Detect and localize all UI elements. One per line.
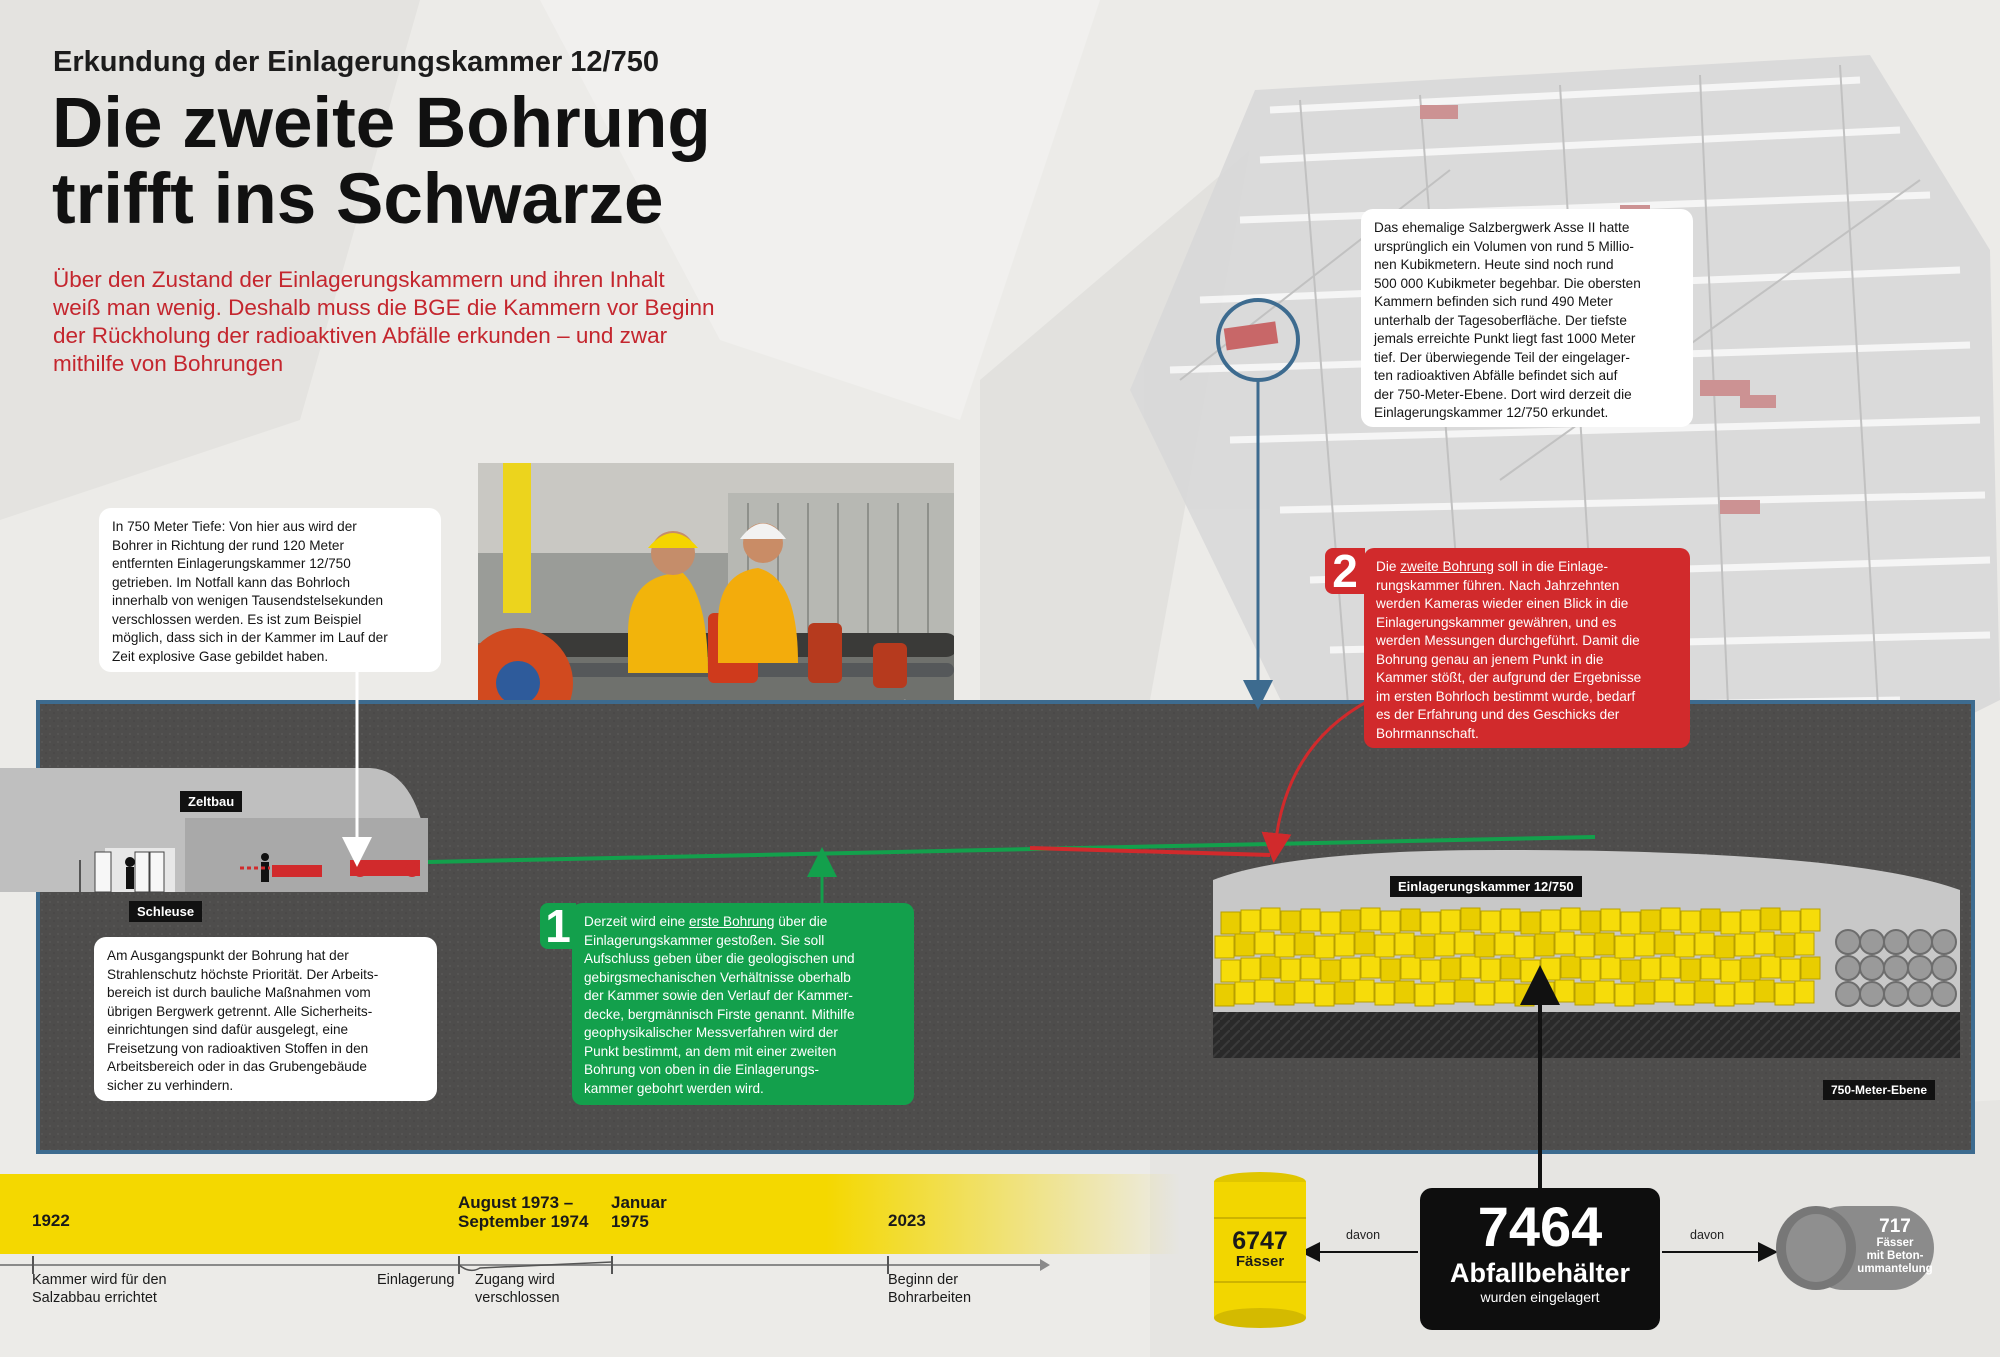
note-line: Einlagerungskammer 12/750 erkundet. xyxy=(1374,405,1609,420)
intro-line: weiß man wenig. Deshalb muss die BGE die Kammern vor Beginn xyxy=(53,295,715,320)
note-line: tief. Der überwiegende Teil der eingelager- xyxy=(1374,349,1630,365)
note-radiation xyxy=(94,937,437,1101)
note-line: Einlagerungskammer gestoßen. Sie soll xyxy=(584,932,825,948)
first-bore-link: erste Bohrung xyxy=(689,914,775,929)
timeline-text-2023 xyxy=(888,1271,971,1307)
timeline-year-2023: 2023 xyxy=(888,1211,926,1230)
text: Zugang wird xyxy=(475,1272,555,1288)
total-number: 7464 xyxy=(1477,1195,1603,1258)
note-line: nen Kubikmetern. Heute sind noch rund xyxy=(1374,257,1614,272)
drum-count xyxy=(1212,1228,1308,1270)
title-line-1: Die zweite Bohrung xyxy=(52,84,711,163)
davon-left: davon xyxy=(1346,1228,1381,1242)
note-line: Am Ausgangspunkt der Bohrung hat der xyxy=(107,948,349,963)
timeline-year-1975 xyxy=(611,1193,667,1231)
label-schleuse: Schleuse xyxy=(129,901,202,922)
concrete-count xyxy=(1836,1217,1954,1276)
note-line: einrichtungen sind dafür ausgelegt, eine xyxy=(107,1022,349,1037)
step1-first-line xyxy=(584,913,901,932)
note-line: Bohrung von oben in die Einlagerungs- xyxy=(584,1062,820,1077)
note-line: geophysikalischer Messverfahren wird der xyxy=(584,1025,838,1040)
concrete-number: 717 xyxy=(1879,1216,1911,1237)
label-level: 750-Meter-Ebene xyxy=(1823,1080,1935,1100)
note-asse xyxy=(1361,209,1693,427)
timeline-text-1973: Einlagerung xyxy=(377,1272,455,1288)
intro-line: der Rückholung der radioaktiven Abfälle erkunden – und zwar xyxy=(53,323,668,348)
note-line: Das ehemalige Salzbergwerk Asse II hatte xyxy=(1374,220,1630,235)
text: Derzeit wird eine xyxy=(584,914,690,929)
text: Salzabbau errichtet xyxy=(32,1290,157,1306)
note-line: Bohrung genau an jenem Punkt in die xyxy=(1376,651,1604,667)
note-line: Bohrer in Richtung der rund 120 Meter xyxy=(112,537,344,553)
second-bore-link: zweite Bohrung xyxy=(1400,559,1494,574)
davon-right: davon xyxy=(1690,1228,1725,1242)
note-line: Bohrmannschaft. xyxy=(1376,725,1479,741)
note-line: 500 000 Kubikmeter begehbar. Die obersten xyxy=(1374,275,1641,291)
page-kicker: Erkundung der Einlagerungskammer 12/750 xyxy=(53,46,659,78)
text: verschlossen xyxy=(475,1290,560,1306)
drum-number: 6747 xyxy=(1232,1227,1288,1255)
note-line: kammer gebohrt werden wird. xyxy=(584,1080,764,1096)
note-line: verschlossen werden. Es ist zum Beispiel xyxy=(112,611,362,627)
note-line: Einlagerungskammer gewähren, und es xyxy=(1376,614,1617,630)
text: 1975 xyxy=(611,1212,649,1231)
text: September 1974 xyxy=(458,1212,589,1231)
timeline-text-1975 xyxy=(475,1271,560,1307)
note-line: entfernten Einlagerungskammer 12/750 xyxy=(112,556,351,571)
text: Bohrarbeiten xyxy=(888,1290,972,1306)
note-line: Kammern befinden sich rund 490 Meter xyxy=(1374,294,1613,309)
timeline-band xyxy=(0,1174,1180,1254)
total-label: Abfallbehälter xyxy=(1449,1258,1631,1288)
text: über die xyxy=(774,914,828,929)
note-line: rungskammer führen. Nach Jahrzehnten xyxy=(1376,577,1620,593)
note-line: der 750-Meter-Ebene. Dort wird derzeit die xyxy=(1374,386,1632,402)
total-containers-box xyxy=(1420,1188,1660,1330)
note-line: In 750 Meter Tiefe: Von hier aus wird der xyxy=(112,519,357,534)
note-line: im ersten Bohrloch bestimmt wurde, bedarf xyxy=(1376,688,1636,704)
note-line: ursprünglich ein Volumen von rund 5 Millio- xyxy=(1374,238,1634,254)
label-zeltbau: Zeltbau xyxy=(180,791,242,812)
intro-line: mithilfe von Bohrungen xyxy=(53,351,284,376)
note-line: werden Kameras wieder einen Blick in die xyxy=(1376,596,1629,611)
note-line: Zeit explosive Gase gebildet haben. xyxy=(112,648,329,664)
note-line: Strahlenschutz höchste Priorität. Der Arbeits- xyxy=(107,966,379,982)
note-line: Aufschluss geben über die geologischen und xyxy=(584,951,855,966)
drum-label: Fässer xyxy=(1235,1253,1285,1270)
note-line: möglich, dass sich in der Kammer im Lauf der xyxy=(112,630,388,645)
concrete-label: Fässer xyxy=(1876,1237,1914,1249)
total-sub: wurden eingelagert xyxy=(1480,1289,1600,1305)
note-line: es der Erfahrung und des Geschicks der xyxy=(1376,707,1620,722)
note-line: der Kammer sowie den Verlauf der Kammer- xyxy=(584,988,853,1003)
note-line: ten radioaktiven Abfälle befindet sich auf xyxy=(1374,368,1618,383)
note-line: Kammer stößt, der aufgrund der Ergebnisse xyxy=(1376,670,1642,685)
timeline-year-1922: 1922 xyxy=(32,1211,70,1230)
note-step-1 xyxy=(572,903,914,1105)
timeline-text-1922 xyxy=(32,1271,167,1307)
note-line: innerhalb von wenigen Tausendstelsekunden xyxy=(112,593,384,608)
concrete-label: ummantelung xyxy=(1857,1263,1933,1275)
intro-line: Über den Zustand der Einlagerungskammern und ihren Inhalt xyxy=(53,267,665,292)
note-line: decke, bergmännisch Firste genannt. Mithilfe xyxy=(584,1006,855,1022)
note-line: sicher zu verhindern. xyxy=(107,1077,234,1093)
label-chamber: Einlagerungskammer 12/750 xyxy=(1390,876,1582,897)
timeline-year-1973 xyxy=(458,1193,588,1231)
note-line: Arbeitsbereich oder in das Grubengebäude xyxy=(107,1059,367,1074)
title-line-2: trifft ins Schwarze xyxy=(52,160,664,239)
step-1-number: 1 xyxy=(540,903,576,949)
text: Beginn der xyxy=(888,1272,959,1288)
text: soll in die Einlage- xyxy=(1493,559,1608,574)
text: Januar xyxy=(611,1193,667,1212)
concrete-label: mit Beton- xyxy=(1866,1250,1924,1262)
note-line: gebirgsmechanischen Verhältnisse oberhalb xyxy=(584,969,851,985)
text: Die xyxy=(1376,559,1401,574)
note-line: Freisetzung von radioaktiven Stoffen in den xyxy=(107,1040,369,1056)
step2-first-line xyxy=(1376,558,1677,577)
step-2-number: 2 xyxy=(1325,548,1365,594)
note-line: getrieben. Im Notfall kann das Bohrloch xyxy=(112,574,351,590)
note-line: werden Messungen durchgeführt. Damit die xyxy=(1376,633,1640,648)
note-line: Punkt bestimmt, an dem mit einer zweiten xyxy=(584,1043,837,1059)
text: Kammer wird für den xyxy=(32,1272,167,1288)
note-depth xyxy=(99,508,441,672)
note-line: unterhalb der Tagesoberfläche. Der tiefste xyxy=(1374,312,1627,328)
note-line: bereich ist durch bauliche Maßnahmen vom xyxy=(107,985,371,1000)
text: August 1973 – xyxy=(458,1193,574,1212)
note-line: jemals erreichte Punkt liegt fast 1000 Meter xyxy=(1374,331,1636,346)
note-line: übrigen Bergwerk getrennt. Alle Sicherheits- xyxy=(107,1003,373,1019)
note-step-2 xyxy=(1364,548,1690,748)
